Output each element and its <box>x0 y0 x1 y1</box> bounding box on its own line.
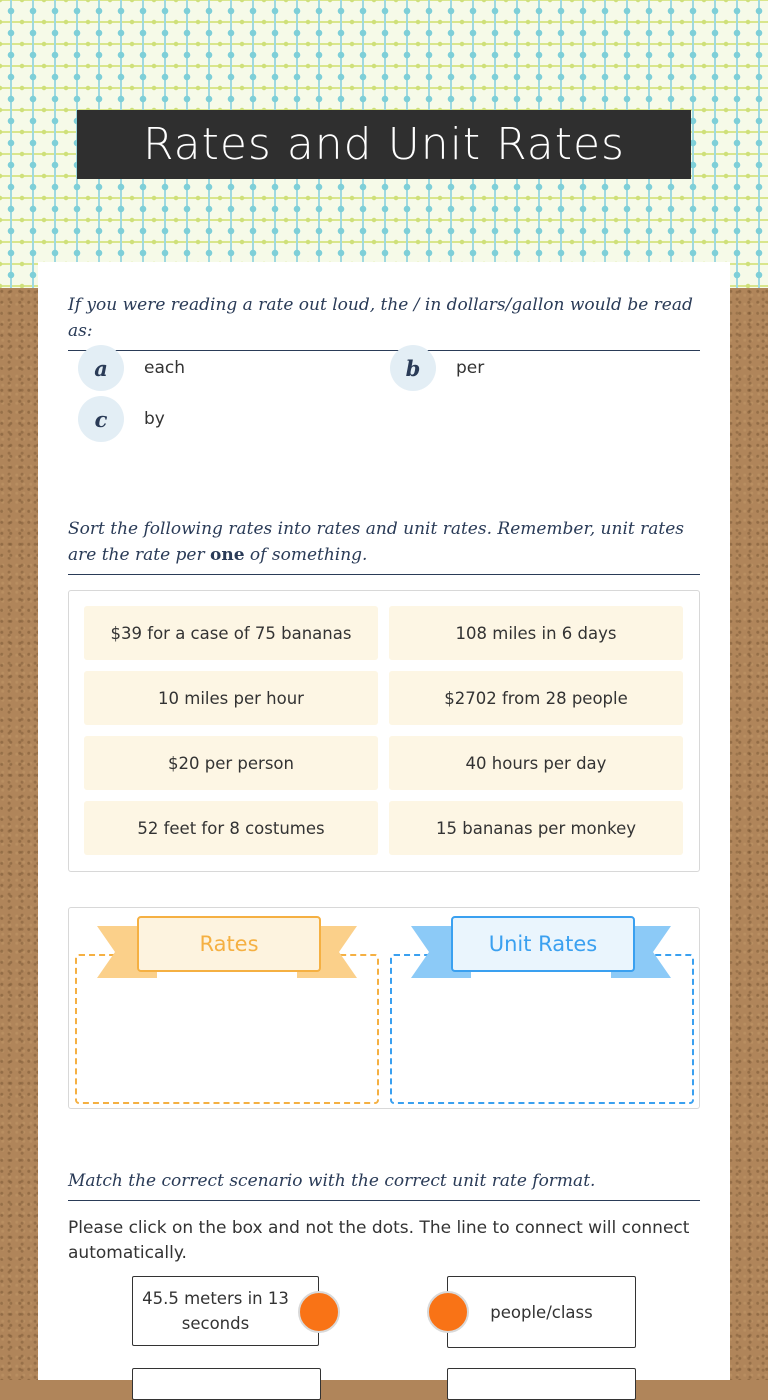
choice-b-text: per <box>456 358 485 378</box>
question-3-prompt: Match the correct scenario with the correct unit rate format. <box>68 1168 700 1201</box>
choice-b-letter: b <box>390 345 436 391</box>
sort-card[interactable]: 15 bananas per monkey <box>389 801 683 855</box>
sort-card[interactable]: $39 for a case of 75 bananas <box>84 606 378 660</box>
choice-a-letter: a <box>78 345 124 391</box>
match-right-item[interactable]: people/class <box>447 1276 636 1348</box>
sort-card[interactable]: $20 per person <box>84 736 378 790</box>
choice-c[interactable] <box>78 396 165 442</box>
match-left-item[interactable] <box>132 1368 321 1400</box>
choice-a-text: each <box>144 358 185 378</box>
sort-card[interactable]: $2702 from 28 people <box>389 671 683 725</box>
sort-card[interactable]: 40 hours per day <box>389 736 683 790</box>
sort-card[interactable]: 108 miles in 6 days <box>389 606 683 660</box>
sort-card[interactable]: 52 feet for 8 costumes <box>84 801 378 855</box>
sort-card[interactable]: 10 miles per hour <box>84 671 378 725</box>
unit-rates-bin-label: Unit Rates <box>451 916 635 972</box>
question-2-prompt-before: Sort the following rates into rates and unit rates. Remember, unit rates are the rate per <box>68 519 685 565</box>
question-2-prompt-after: of something. <box>244 545 368 565</box>
match-right-item[interactable] <box>447 1368 636 1400</box>
choice-b[interactable] <box>390 345 484 391</box>
question-3-instructions: Please click on the box and not the dots. The line to connect will connect automatically. <box>68 1218 690 1263</box>
choice-a[interactable] <box>78 345 185 391</box>
choice-c-letter: c <box>78 396 124 442</box>
sort-cards-container <box>68 590 700 872</box>
rates-bin-label: Rates <box>137 916 321 972</box>
question-2-prompt <box>68 516 700 575</box>
question-1-prompt: If you were reading a rate out loud, the / in dollars/gallon would be read as: <box>68 292 700 351</box>
match-connector-dot <box>298 1291 340 1333</box>
match-connector-dot <box>427 1291 469 1333</box>
choice-c-text: by <box>144 409 165 429</box>
question-2-prompt-bold: one <box>210 545 245 565</box>
worksheet-title: Rates and Unit Rates <box>77 110 691 179</box>
sort-bins-container <box>68 907 700 1109</box>
match-left-item[interactable]: 45.5 meters in 13 seconds <box>132 1276 319 1346</box>
